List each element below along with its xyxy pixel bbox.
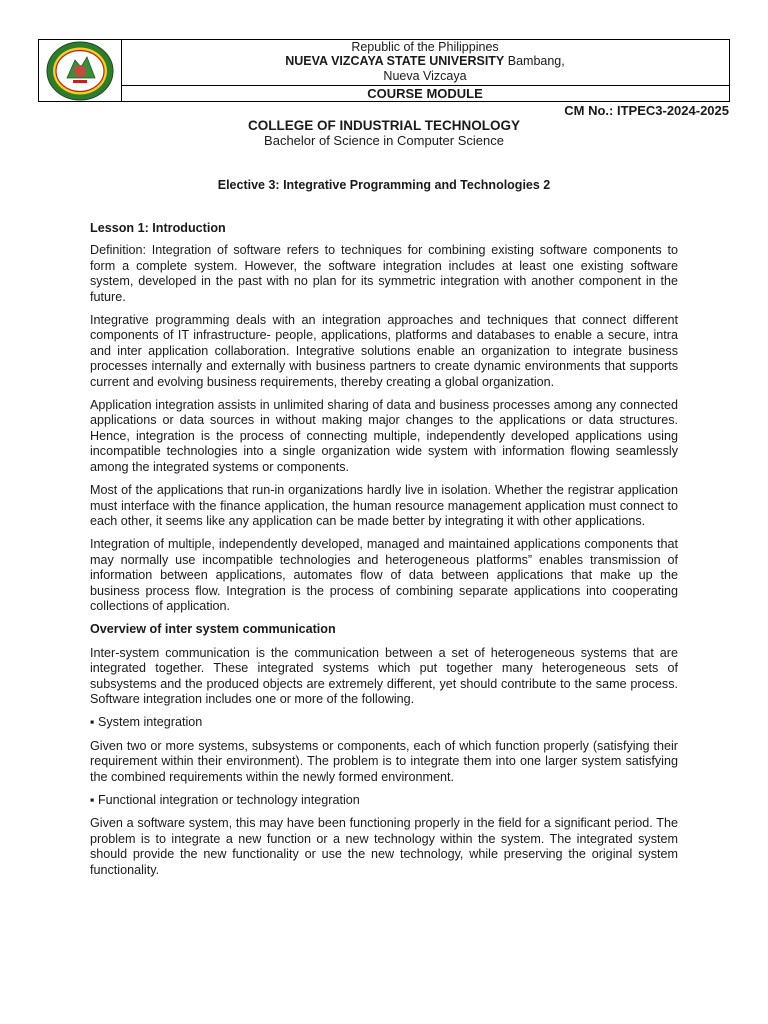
bullet-system-integration: ▪ System integration [90,715,203,730]
province-name: Nueva Vizcaya [383,69,467,83]
lesson-content [90,221,678,886]
paragraph-overview: Inter-system communication is the communication between a set of heterogeneous systems that are integrated together. These integrated systems which put together many heterogeneous sets of subsystems and the produced objects are extremely different, yet should contribute to the same process. Software integration includes one or more of the following. [90,645,678,706]
paragraph-integration-multiple: Integration of multiple, independently developed, managed and maintained applications components that may normally use incompatible technologies and heterogeneous platforms” enables transmission of information between applications, automates flow of data between applications that make up the business process flow. Integration is the process of combining separate applications into cooperating collections of application. [90,537,678,613]
module-title: COURSE MODULE [121,85,729,102]
college-name: COLLEGE OF INDUSTRIAL TECHNOLOGY [247,118,520,133]
course-title: Elective 3: Integrative Programming and Technologies 2 [217,178,551,192]
document-header [38,39,730,102]
university-seal-icon [45,40,115,102]
paragraph-integrative-programming: Integrative programming deals with an integration approaches and techniques that connect different components of IT infrastructure- people, applications, platforms and databases to enable a secure, intra and inter application collaboration. Integrative solutions enable an organization to integrate business processes internally and externally with business partners to create dynamic environments that supports current and evolving business requirements, thereby creating a global organization. [90,313,678,389]
program-name: Bachelor of Science in Computer Science [264,133,504,148]
country-name: Republic of the Philippines [351,40,499,54]
paragraph-application-integration: Application integration assists in unlimited sharing of data and business processes among any connected applications or data sources in without making major changes to the applications or data structures. Hence, integration is the process of connecting multiple, independently developed applications using incompatible technologies into a single organization wide system with information flowing seamlessly among the integrated systems or components. [90,398,678,474]
paragraph-functional-integration: Given a software system, this may have been functioning properly in the field for a significant period. The problem is to integrate a new function or a new technology within the system. The integrated system should provide the new functionality or use the new technology, while preserving the original system functionality. [90,816,678,877]
paragraph-applications-isolation: Most of the applications that run-in organizations hardly live in isolation. Whether the registrar application must interface with the finance application, the human resource management application must connect to each other, it seems like any application can be made better by integrating it with other applications. [90,483,678,528]
logo-cell [39,40,122,101]
course-module-number: CM No.: ITPEC3-2024-2025 [564,103,729,118]
institution-block [121,40,729,86]
university-name-bold: NUEVA VIZCAYA STATE UNIVERSITY [285,53,505,68]
bullet-functional-integration: ▪ Functional integration or technology integration [90,793,360,807]
university-name [121,55,729,69]
paragraph-definition: Definition: Integration of software refers to techniques for combining existing software components to form a complete system. However, the software integration includes at least one existing software system, developed in the past with no plan for its symmetric integration with another component in the future. [90,243,678,304]
university-name-rest: Bambang, [504,53,565,68]
lesson-title: Lesson 1: Introduction [90,221,226,235]
overview-heading: Overview of inter system communication [90,622,336,637]
paragraph-system-integration: Given two or more systems, subsystems or components, each of which function properly (satisfying their requirement within their environment). The problem is to integrate them into one larger system satisfying the combined requirements within the newly formed environment. [90,738,678,784]
